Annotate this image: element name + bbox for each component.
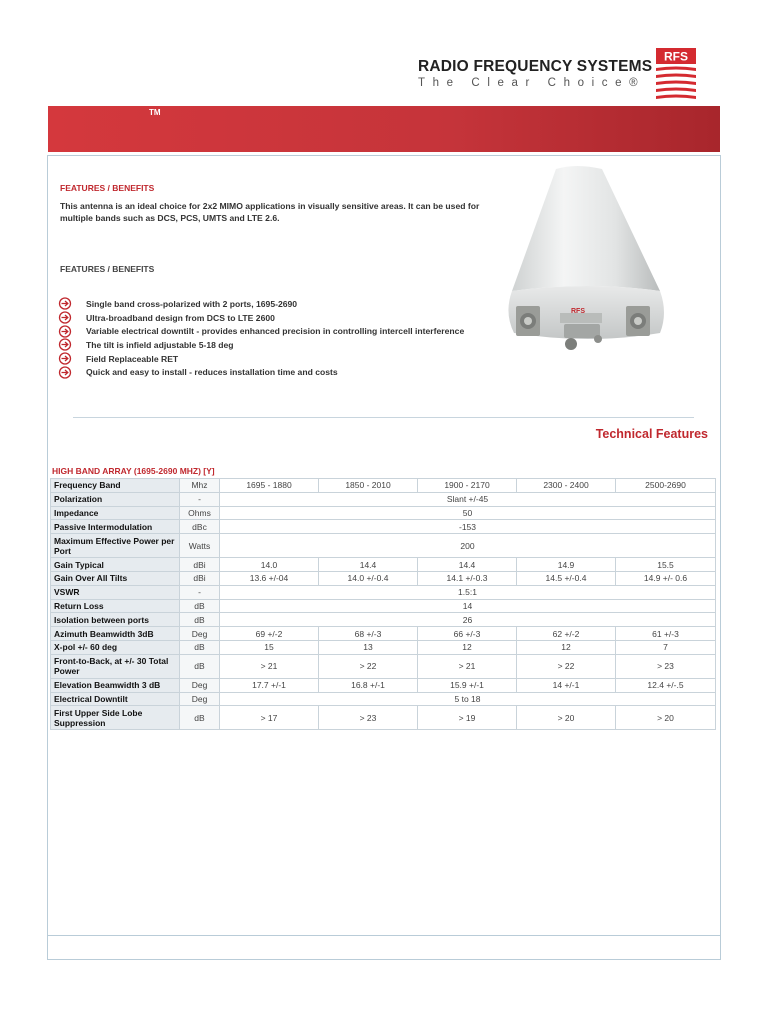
spec-unit: Deg [180, 692, 220, 706]
spec-row [51, 558, 716, 572]
spec-value: 5 to 18 [220, 692, 716, 706]
spec-row [51, 492, 716, 506]
spec-value: 26 [220, 613, 716, 627]
circle-arrow-right-icon [58, 366, 74, 379]
spec-value: 12 [517, 640, 616, 654]
spec-value: 14.4 [319, 558, 418, 572]
spec-label: VSWR [51, 585, 180, 599]
spec-label: Isolation between ports [51, 613, 180, 627]
spec-value: 1695 - 1880 [220, 479, 319, 493]
spec-value: > 21 [220, 654, 319, 678]
feature-item [58, 365, 464, 379]
spec-value: > 23 [319, 706, 418, 730]
section-divider [73, 417, 694, 418]
spec-value: 12.4 +/-.5 [616, 678, 716, 692]
feature-text: Variable electrical downtilt - provides enhanced precision in controlling intercell interference [86, 326, 465, 337]
spec-value: 14 +/-1 [517, 678, 616, 692]
spec-unit: Ohms [180, 506, 220, 520]
spec-value: 1.5:1 [220, 585, 716, 599]
spec-row [51, 706, 716, 730]
spec-unit: dB [180, 613, 220, 627]
spec-value: -153 [220, 520, 716, 534]
circle-arrow-right-icon [58, 338, 74, 351]
spec-value: > 20 [517, 706, 616, 730]
spec-row [51, 640, 716, 654]
feature-text: Single band cross-polarized with 2 ports, 1695-2690 [86, 298, 298, 309]
spec-value: 62 +/-2 [517, 627, 616, 641]
feature-text: Field Replaceable RET [86, 353, 179, 364]
spec-value: 14.9 [517, 558, 616, 572]
spec-value: 14.9 +/- 0.6 [616, 571, 716, 585]
spec-value: 13.6 +/-04 [220, 571, 319, 585]
spec-value: 50 [220, 506, 716, 520]
brand-block [418, 58, 652, 89]
footer-frame [47, 935, 721, 960]
spec-label: Passive Intermodulation [51, 520, 180, 534]
spec-label: Electrical Downtilt [51, 692, 180, 706]
spec-value: 14.0 +/-0.4 [319, 571, 418, 585]
spec-value: > 23 [616, 654, 716, 678]
spec-label: Maximum Effective Power per Port [51, 534, 180, 558]
feature-text: The tilt is infield adjustable 5-18 deg [86, 339, 234, 350]
features-title-secondary: FEATURES / BENEFITS [60, 264, 155, 274]
rfs-logo-icon [654, 46, 698, 102]
trademark-mark: TM [149, 108, 161, 117]
company-name: RADIO FREQUENCY SYSTEMS [418, 58, 653, 75]
spec-row [51, 654, 716, 678]
spec-value: 1850 - 2010 [319, 479, 418, 493]
antenna-photo [498, 163, 678, 373]
spec-label: Gain Over All Tilts [51, 571, 180, 585]
spec-value: 17.7 +/-1 [220, 678, 319, 692]
spec-unit: dBi [180, 558, 220, 572]
spec-value: 200 [220, 534, 716, 558]
spec-row [51, 599, 716, 613]
spec-value: > 19 [418, 706, 517, 730]
spec-label: X-pol +/- 60 deg [51, 640, 180, 654]
spec-value: 14.4 [418, 558, 517, 572]
spec-value: 61 +/-3 [616, 627, 716, 641]
spec-label: Return Loss [51, 599, 180, 613]
spec-value: 7 [616, 640, 716, 654]
spec-value: 13 [319, 640, 418, 654]
spec-value: > 17 [220, 706, 319, 730]
feature-item [58, 338, 464, 352]
spec-unit: dB [180, 706, 220, 730]
spec-value: 1900 - 2170 [418, 479, 517, 493]
circle-arrow-right-icon [58, 311, 74, 324]
spec-label: Front-to-Back, at +/- 30 Total Power [51, 654, 180, 678]
spec-row [51, 613, 716, 627]
spec-unit: - [180, 492, 220, 506]
feature-text: Quick and easy to install - reduces installation time and costs [86, 367, 338, 378]
spec-unit: Deg [180, 627, 220, 641]
spec-label: Azimuth Beamwidth 3dB [51, 627, 180, 641]
spec-row [51, 571, 716, 585]
spec-value: 2500-2690 [616, 479, 716, 493]
spec-unit: dB [180, 599, 220, 613]
features-title: FEATURES / BENEFITS [60, 183, 155, 193]
spec-row [51, 479, 716, 493]
spec-row [51, 534, 716, 558]
spec-row [51, 506, 716, 520]
spec-label: Impedance [51, 506, 180, 520]
spec-row [51, 678, 716, 692]
feature-item [58, 352, 464, 366]
spec-label: First Upper Side Lobe Suppression [51, 706, 180, 730]
feature-list [58, 297, 464, 379]
spec-unit: Mhz [180, 479, 220, 493]
circle-arrow-right-icon [58, 325, 74, 338]
spec-value: 14.5 +/-0.4 [517, 571, 616, 585]
spec-label: Frequency Band [51, 479, 180, 493]
spec-value: 66 +/-3 [418, 627, 517, 641]
spec-row [51, 520, 716, 534]
spec-value: 15.9 +/-1 [418, 678, 517, 692]
company-tagline: The Clear Choice® [418, 77, 646, 89]
spec-value: 68 +/-3 [319, 627, 418, 641]
spec-value: 15.5 [616, 558, 716, 572]
spec-unit: dB [180, 640, 220, 654]
spec-value: 14.0 [220, 558, 319, 572]
spec-row [51, 627, 716, 641]
spec-label: Polarization [51, 492, 180, 506]
spec-value: 14 [220, 599, 716, 613]
spec-value: > 22 [517, 654, 616, 678]
spec-value: 14.1 +/-0.3 [418, 571, 517, 585]
feature-item [58, 324, 464, 338]
spec-value: 12 [418, 640, 517, 654]
high-band-array-title: HIGH BAND ARRAY (1695-2690 MHZ) [Y] [52, 466, 215, 476]
spec-unit: dBi [180, 571, 220, 585]
spec-value: 2300 - 2400 [517, 479, 616, 493]
spec-value: > 21 [418, 654, 517, 678]
spec-unit: - [180, 585, 220, 599]
feature-item [58, 297, 464, 311]
feature-item [58, 311, 464, 325]
spec-label: Gain Typical [51, 558, 180, 572]
circle-arrow-right-icon [58, 352, 74, 365]
spec-row [51, 692, 716, 706]
spec-label: Elevation Beamwidth 3 dB [51, 678, 180, 692]
antenna-logo-label: RFS [571, 308, 585, 315]
spec-value: 69 +/-2 [220, 627, 319, 641]
spec-value: > 20 [616, 706, 716, 730]
logo-text: RFS [664, 49, 688, 64]
spec-row [51, 585, 716, 599]
spec-unit: Watts [180, 534, 220, 558]
technical-features-title: Technical Features [595, 427, 708, 441]
spec-unit: Deg [180, 678, 220, 692]
spec-table [50, 478, 716, 730]
spec-value: 15 [220, 640, 319, 654]
spec-value: 16.8 +/-1 [319, 678, 418, 692]
spec-value: Slant +/-45 [220, 492, 716, 506]
spec-value: > 22 [319, 654, 418, 678]
product-intro: This antenna is an ideal choice for 2x2 MIMO applications in visually sensitive areas. It can be used for multiple bands such as DCS, PCS, UMTS and LTE 2.6. [60, 201, 480, 223]
circle-arrow-right-icon [58, 297, 74, 310]
feature-text: Ultra-broadband design from DCS to LTE 2600 [86, 312, 275, 323]
spec-unit: dB [180, 654, 220, 678]
spec-unit: dBc [180, 520, 220, 534]
